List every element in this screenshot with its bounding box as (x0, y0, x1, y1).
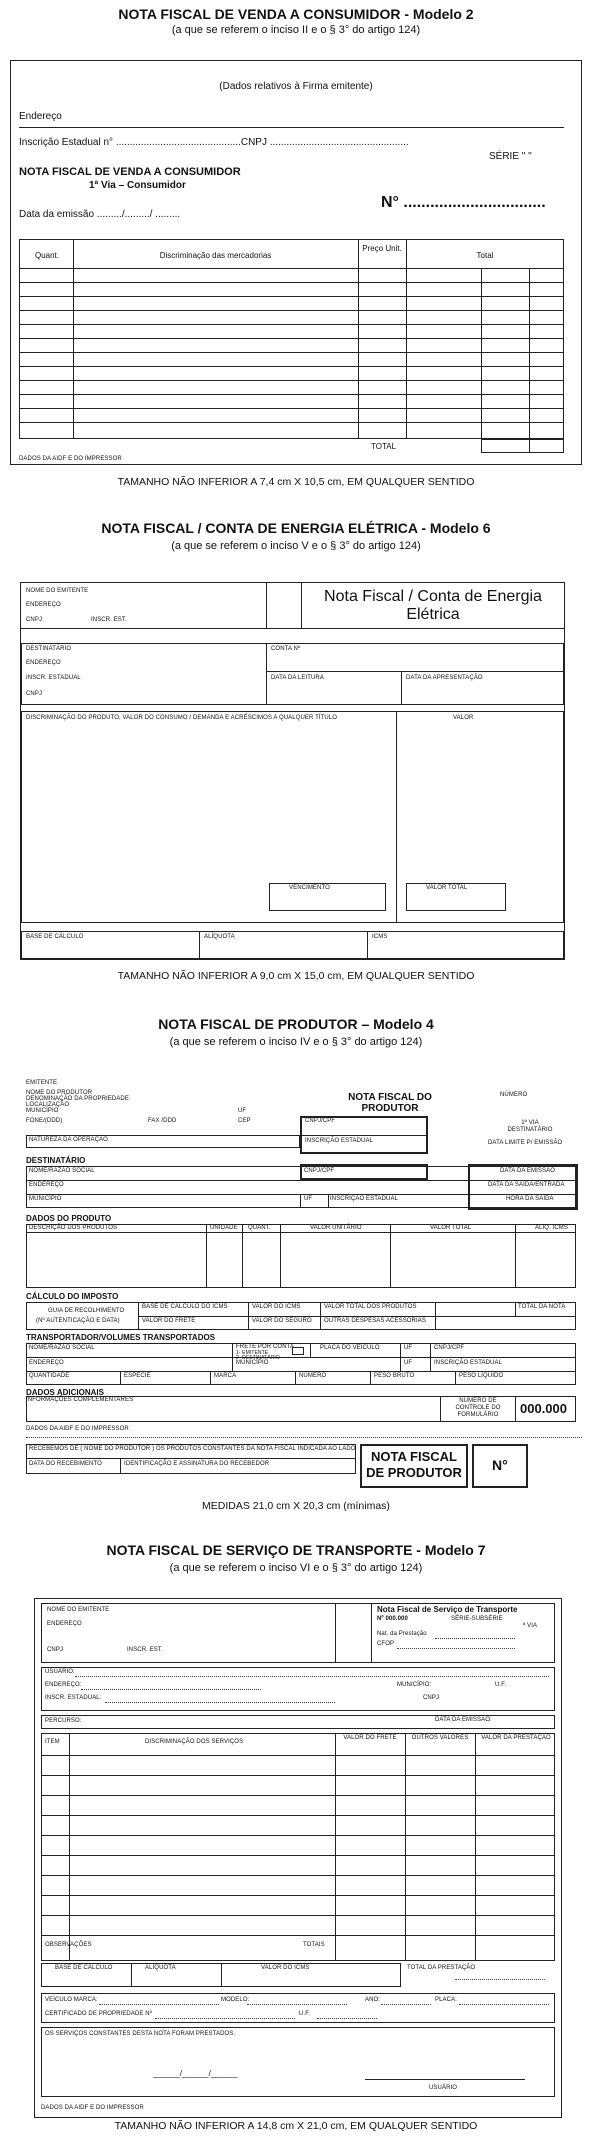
firma-label: (Dados relativos à Firma emitente) (219, 81, 373, 92)
destinatario6: DESTINATÁRIO (26, 646, 72, 652)
endereco6: ENDEREÇO (26, 602, 61, 608)
col-valor-frete: VALOR DO FRETE (343, 1735, 397, 1741)
nome-emitente: NOME DO EMITENTE (26, 588, 89, 594)
data-limite: DATA LIMITE P/ EMISSÃO (488, 1140, 563, 1146)
modelo7-caption: TAMANHO NÃO INFERIOR A 14,8 cm X 21,0 cm, EM QUALQUER SENTIDO (114, 2120, 478, 2132)
col-valor-total: VALOR TOTAL (430, 1225, 472, 1231)
modelo2-form (10, 60, 582, 465)
cnpj7-2: CNPJ (423, 1695, 440, 1701)
total-nota: TOTAL DA NOTA (518, 1304, 566, 1310)
discriminacao6: DISCRIMINAÇÃO DO PRODUTO, VALOR DO CONSUMO / DEMANDA E ACRÉSCIMOS A QUALQUER TÍTULO (26, 715, 338, 721)
localizacao: LOCALIZAÇÃO (26, 1102, 70, 1108)
peso-liquido: PESO LÍQUIDO (459, 1373, 504, 1379)
col-unidade: UNIDADE (210, 1225, 238, 1231)
valor-total6: VALOR TOTAL (426, 885, 468, 891)
insc-est6: INSCR. EST. (91, 617, 127, 623)
modelo7-lbl: MODELO: (221, 1997, 250, 2003)
insc-estadual4: INSCRIÇÃO ESTADUAL (305, 1138, 374, 1144)
col-outros-valores: OUTROS VALORES (411, 1735, 469, 1741)
serie7: SÉRIE-SUBSÉRIE (451, 1616, 503, 1622)
dados-adicionais: DADOS ADICIONAIS (26, 1388, 104, 1397)
nf-canhoto: NOTA FISCAL DE PRODUTOR (366, 1449, 462, 1480)
modelo4-subtitle: (a que se referem o inciso IV e o § 3° do artigo 124) (169, 1036, 423, 1048)
modelo6-title: NOTA FISCAL / CONTA DE ENERGIA ELÉTRICA - Modelo 6 (101, 520, 491, 536)
via7: ª VIA (523, 1623, 538, 1629)
base-calculo6: BASE DE CÁLCULO (26, 934, 84, 940)
transportador: TRANSPORTADOR/VOLUMES TRANSPORTADOS (26, 1333, 216, 1342)
uf7-2: U.F. (299, 2011, 311, 2017)
endereco-label: Endereço (19, 111, 62, 122)
nat-prestacao: Nat. da Prestação (377, 1631, 427, 1637)
modelo6-form (20, 582, 565, 960)
numero4-2: NÚMERO (299, 1373, 327, 1379)
data-assinatura: ______/______/______ (153, 2069, 238, 2078)
modelo6-caption: TAMANHO NÃO INFERIOR A 9,0 cm X 15,0 cm, EM QUALQUER SENTIDO (117, 970, 475, 982)
destinatario-opt: 2- DESTINATÁRIO (236, 1355, 280, 1361)
especie4: ESPÉCIE (124, 1373, 151, 1379)
inscricao-label: Inscrição Estadual n° .............................................CNPJ .................................................. (19, 137, 409, 148)
modelo4-caption: MEDIDAS 21,0 cm X 20,3 cm (mínimas) (202, 1500, 390, 1512)
col-quant4: QUANT. (248, 1225, 271, 1231)
col-preco: Preço Unit. (362, 244, 402, 253)
col-valor-unitario: VALOR UNITÁRIO (310, 1225, 362, 1231)
controle-num: 000.000 (520, 1401, 567, 1416)
mercadorias-table (19, 239, 564, 439)
numero-controle: NÚMERO DE CONTROLE DO FORMULÁRIO (455, 1398, 501, 1418)
fax4: FAX /DDD (148, 1118, 177, 1124)
cnpj-cpf4-2: CNPJ/CPF (304, 1168, 335, 1174)
conta-n: CONTA Nº (271, 646, 301, 652)
modelo2-title: NOTA FISCAL DE VENDA A CONSUMIDOR - Modelo 2 (118, 6, 474, 22)
base-calculo7: BASE DE CÁLCULO (55, 1965, 113, 1971)
data-emissao-label: Data da emissão ........./........./ ......... (19, 209, 181, 220)
modelo2-subtitle: (a que se referem o inciso II e o § 3° do artigo 124) (171, 24, 421, 36)
natureza: NATUREZA DA OPERAÇÃO (29, 1137, 108, 1143)
col-aliq-icms: ALIQ. ICMS (535, 1225, 569, 1231)
identificacao: IDENTIFICAÇÃO E ASSINATURA DO RECEBEDOR (124, 1461, 270, 1467)
col-total: Total (476, 251, 494, 260)
data-emissao4: DATA DA EMISSÃO (500, 1168, 555, 1174)
totais: TOTAIS (303, 1942, 325, 1948)
endereco4: ENDEREÇO (29, 1182, 64, 1188)
recebemos: RECEBEMOS DE ( NOME DO PRODUTOR ) OS PRODUTOS CONSTANTES DA NOTA FISCAL INDICADA AO LADO (29, 1446, 356, 1452)
insc-estadual4-2: INSCRIÇÃO ESTADUAL (330, 1196, 399, 1202)
cnpj-cpf4-3: CNPJ/CPF (434, 1345, 465, 1351)
n-canhoto: N° (492, 1457, 508, 1473)
guia: GUIA DE RECOLHIMENTO (48, 1308, 125, 1314)
calculo-imposto: CÁLCULO DO IMPOSTO (26, 1292, 119, 1301)
insc-estadual4-3: INSCRIÇÃO ESTADUAL (434, 1360, 503, 1366)
col-quant: Quant. (34, 251, 59, 260)
peso-bruto: PESO BRUTO (374, 1373, 415, 1379)
quantidade4: QUANTIDADE (29, 1373, 70, 1379)
serie-label: SÉRIE " " (489, 151, 532, 162)
uf4-2: UF (304, 1196, 313, 1202)
nome-produtor: NOME DO PRODUTOR (26, 1090, 93, 1096)
via4: 1ª VIA DESTINATÁRIO (507, 1120, 553, 1133)
marca4: MARCA (214, 1373, 237, 1379)
outras-despesas: OUTRAS DESPESAS ACESSÓRIAS (324, 1318, 426, 1324)
valor-icms7: VALOR DO ICMS (261, 1965, 310, 1971)
autenticacao: (Nº AUTENTICAÇÃO E DATA) (36, 1318, 120, 1324)
uf7: U.F. (495, 1682, 507, 1688)
icms6: ICMS (372, 934, 388, 940)
cnpj6: CNPJ (26, 617, 43, 623)
modelo2-caption: TAMANHO NÃO INFERIOR A 7,4 cm X 10,5 cm, EM QUALQUER SENTIDO (117, 476, 475, 488)
frete-conta: FRETE POR CONTA (236, 1344, 295, 1350)
municipio4: MUNICÍPIO (26, 1108, 59, 1114)
dados-produto: DADOS DO PRODUTO (26, 1214, 112, 1223)
endereco7: ENDEREÇO (47, 1621, 82, 1627)
hora-saida4: HORA DA SAÍDA (506, 1196, 554, 1202)
data-saida4: DATA DA SAÍDA/ENTRADA (488, 1182, 565, 1188)
via-label: 1ª Via – Consumidor (89, 180, 186, 191)
insc-estadual6: INSCR. ESTADUAL (26, 675, 81, 681)
col-item: ITEM (45, 1739, 60, 1745)
fone4: FONE/(DDD) (26, 1118, 63, 1124)
nf-servico-title: Nota Fiscal de Serviço de Transporte (377, 1605, 518, 1614)
total-prestacao: TOTAL DA PRESTAÇÃO (407, 1965, 476, 1971)
usuario7-2: USUÁRIO (429, 2085, 458, 2091)
endereco6-2: ENDEREÇO (26, 660, 61, 666)
valor-frete4: VALOR DO FRETE (142, 1318, 196, 1324)
emitente4: EMITENTE (26, 1080, 58, 1086)
cnpj-cpf4: CNPJ/CPF (305, 1118, 336, 1124)
aidf7: DADOS DA AIDF E DO IMPRESSOR (41, 2105, 144, 2111)
endereco4-2: ENDEREÇO (29, 1360, 64, 1366)
modelo7-form (34, 1598, 562, 2118)
valor-total-prod: VALOR TOTAL DOS PRODUTOS (324, 1304, 417, 1310)
uf4-3: UF (404, 1345, 413, 1351)
data-leitura: DATA DA LEITURA (271, 675, 324, 681)
cnpj7: CNPJ (47, 1647, 64, 1653)
placa4: PLACA DO VEÍCULO (320, 1345, 380, 1351)
nf-title: NOTA FISCAL DE VENDA A CONSUMIDOR (19, 166, 241, 178)
emitente-opt: 1- EMITENTE (236, 1350, 269, 1356)
certificado: CERTIFICADO DE PROPRIEDADE Nº (45, 2011, 152, 2017)
vencimento: VENCIMENTO (289, 885, 330, 891)
denominacao: DENOMINAÇÃO DA PROPRIEDADE (26, 1096, 129, 1102)
nf-conta-energia: Nota Fiscal / Conta de Energia Elétrica (324, 588, 542, 623)
insc-est7: INSCR. EST. (127, 1647, 163, 1653)
numero4: NÚMERO (500, 1092, 528, 1098)
modelo6-subtitle: (a que se referem o inciso V e o § 3° do artigo 124) (171, 540, 421, 552)
data-emissao7: DATA DA EMISSÃO: (435, 1717, 492, 1723)
nf-produtor-title: NOTA FISCAL DO PRODUTOR (348, 1092, 432, 1114)
modelo7-subtitle: (a que se referem o inciso VI e o § 3° do artigo 124) (169, 1562, 423, 1574)
usuario7: USUÁRIO: (45, 1669, 75, 1675)
total-label: TOTAL (371, 442, 397, 451)
base-icms: BASE DE CÁLCULO DO ICMS (142, 1304, 228, 1310)
observacoes: OBSERVAÇÕES (45, 1942, 92, 1948)
municipio4-2: MUNICÍPIO (29, 1196, 62, 1202)
cep4: CEP (238, 1118, 251, 1124)
produtos-table (26, 1224, 576, 1288)
nome-emitente7: NOME DO EMITENTE (47, 1607, 110, 1613)
servicos-table (41, 1733, 555, 1961)
col-discriminacao: Discriminação das mercadorias (159, 251, 272, 260)
cfop: CFOP (377, 1641, 395, 1647)
placa7: PLACA: (435, 1997, 457, 2003)
aidf-label: DADOS DA AIDF E DO IMPRESSOR (19, 456, 122, 462)
n000: Nº 000.000 (377, 1616, 408, 1622)
numero-label: N° ................................ (381, 194, 546, 211)
valor-seguro: VALOR DO SEGURO (252, 1318, 312, 1324)
municipio7: MUNICÍPIO: (397, 1682, 432, 1688)
nome-razao4-3: NOME/RAZÃO SOCIAL (29, 1345, 95, 1351)
insc-estadual7: INSCR. ESTADUAL: (45, 1695, 102, 1701)
municipio4-3: MUNICÍPIO (236, 1360, 269, 1366)
endereco7-2: ENDEREÇO: (45, 1682, 82, 1688)
cnpj6-2: CNPJ (26, 691, 43, 697)
col-discriminacao7: DISCRIMINAÇÃO DOS SERVIÇOS (145, 1739, 244, 1745)
aliquota6: ALÍQUOTA (204, 934, 235, 940)
modelo7-title: NOTA FISCAL DE SERVIÇO DE TRANSPORTE - Modelo 7 (106, 1542, 486, 1558)
info-compl: INFORMAÇÕES COMPLEMENTARES (26, 1397, 134, 1403)
percurso: PERCURSO: (45, 1718, 82, 1724)
veiculo-marca: VEÍCULO MARCA: (45, 1997, 98, 2003)
data-recebimento: DATA DO RECEBIMENTO (29, 1461, 102, 1467)
modelo4-title: NOTA FISCAL DE PRODUTOR – Modelo 4 (158, 1016, 434, 1032)
col-descricao: DESCRIÇÃO DOS PRODUTOS (29, 1225, 118, 1231)
aliquota7: ALÍQUOTA (145, 1965, 176, 1971)
uf4: UF (238, 1108, 247, 1114)
servicos-prestados: OS SERVIÇOS CONSTANTES DESTA NOTA FORAM PRESTADOS. (45, 2031, 236, 2037)
valor6: VALOR (453, 715, 474, 721)
destinatario4: DESTINATÁRIO (26, 1156, 86, 1165)
aidf4: DADOS DA AIDF E DO IMPRESSOR (26, 1426, 129, 1432)
valor-icms4: VALOR DO ICMS (252, 1304, 301, 1310)
nome-razao4: NOME/RAZÃO SOCIAL (29, 1168, 95, 1174)
modelo4-form (10, 1080, 582, 1500)
ano7: ANO: (365, 1997, 381, 2003)
data-apresentacao: DATA DA APRESENTAÇÃO (406, 675, 483, 681)
uf4-4: UF (404, 1360, 413, 1366)
col-valor-prestacao: VALOR DA PRESTAÇÃO (481, 1735, 551, 1741)
